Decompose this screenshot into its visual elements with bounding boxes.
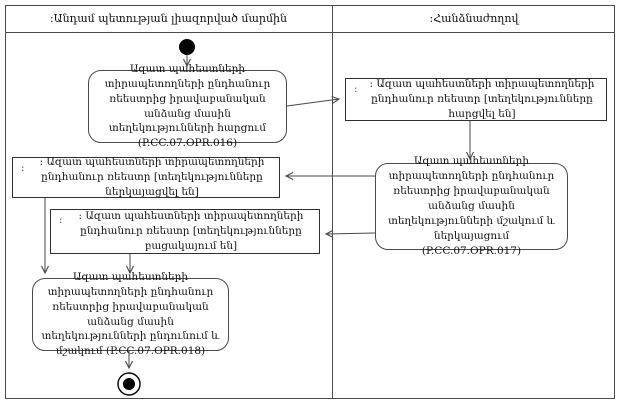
header-separator [5, 32, 615, 33]
lane-header-commission [333, 5, 615, 32]
object-registry-info-requested [345, 78, 607, 121]
activity-label: Ազատ պահեստների տիրապետողների ընդհանուր ռեեստրից իրավաբանական անձանց մասին տեղեկությունների ընդունում և մշակում (P.CC.07.OPR.018) [41, 270, 220, 358]
object-label: : Ազատ պահեստների տիրապետողների ընդհանուր ռեեստր [տեղեկությունները բացակայում են] [78, 209, 304, 253]
activity-receive-and-process-info [32, 270, 229, 358]
object-marker: : [354, 83, 358, 95]
activity-process-and-submit-info [375, 155, 568, 257]
object-registry-info-submitted [12, 157, 280, 198]
object-marker: : [21, 162, 25, 174]
object-marker: : [59, 214, 63, 226]
activity-request-info [88, 62, 287, 150]
lane-divider [332, 5, 333, 399]
lane-header-member-state [5, 5, 332, 32]
object-registry-info-absent [50, 209, 320, 254]
activity-label: Ազատ պահեստների տիրապետողների ընդհանուր ռեեստրից իրավաբանական անձանց մասին տեղեկությունների մշակում և ներկայացում (P.CC.07.OPR.017) [388, 155, 555, 257]
activity-label: Ազատ պահեստների տիրապետողների ընդհանուր ռեեստրից իրավաբանական անձանց մասին տեղեկությունների հարցում (P.CC.07.OPR.016) [104, 62, 271, 150]
object-label: : Ազատ պահեստների տիրապետողների ընդհանուր ռեեստր [տեղեկությունները ներկայացվել են] [39, 155, 265, 199]
object-label: : Ազատ պահեստների տիրապետողների ընդհանուր ռեեստր [տեղեկությունները հարցվել են] [369, 77, 595, 121]
lane-title: :Հանձնաժողով [429, 12, 519, 25]
lane-title: :Անդամ պետության լիազորված մարմին [49, 12, 288, 25]
